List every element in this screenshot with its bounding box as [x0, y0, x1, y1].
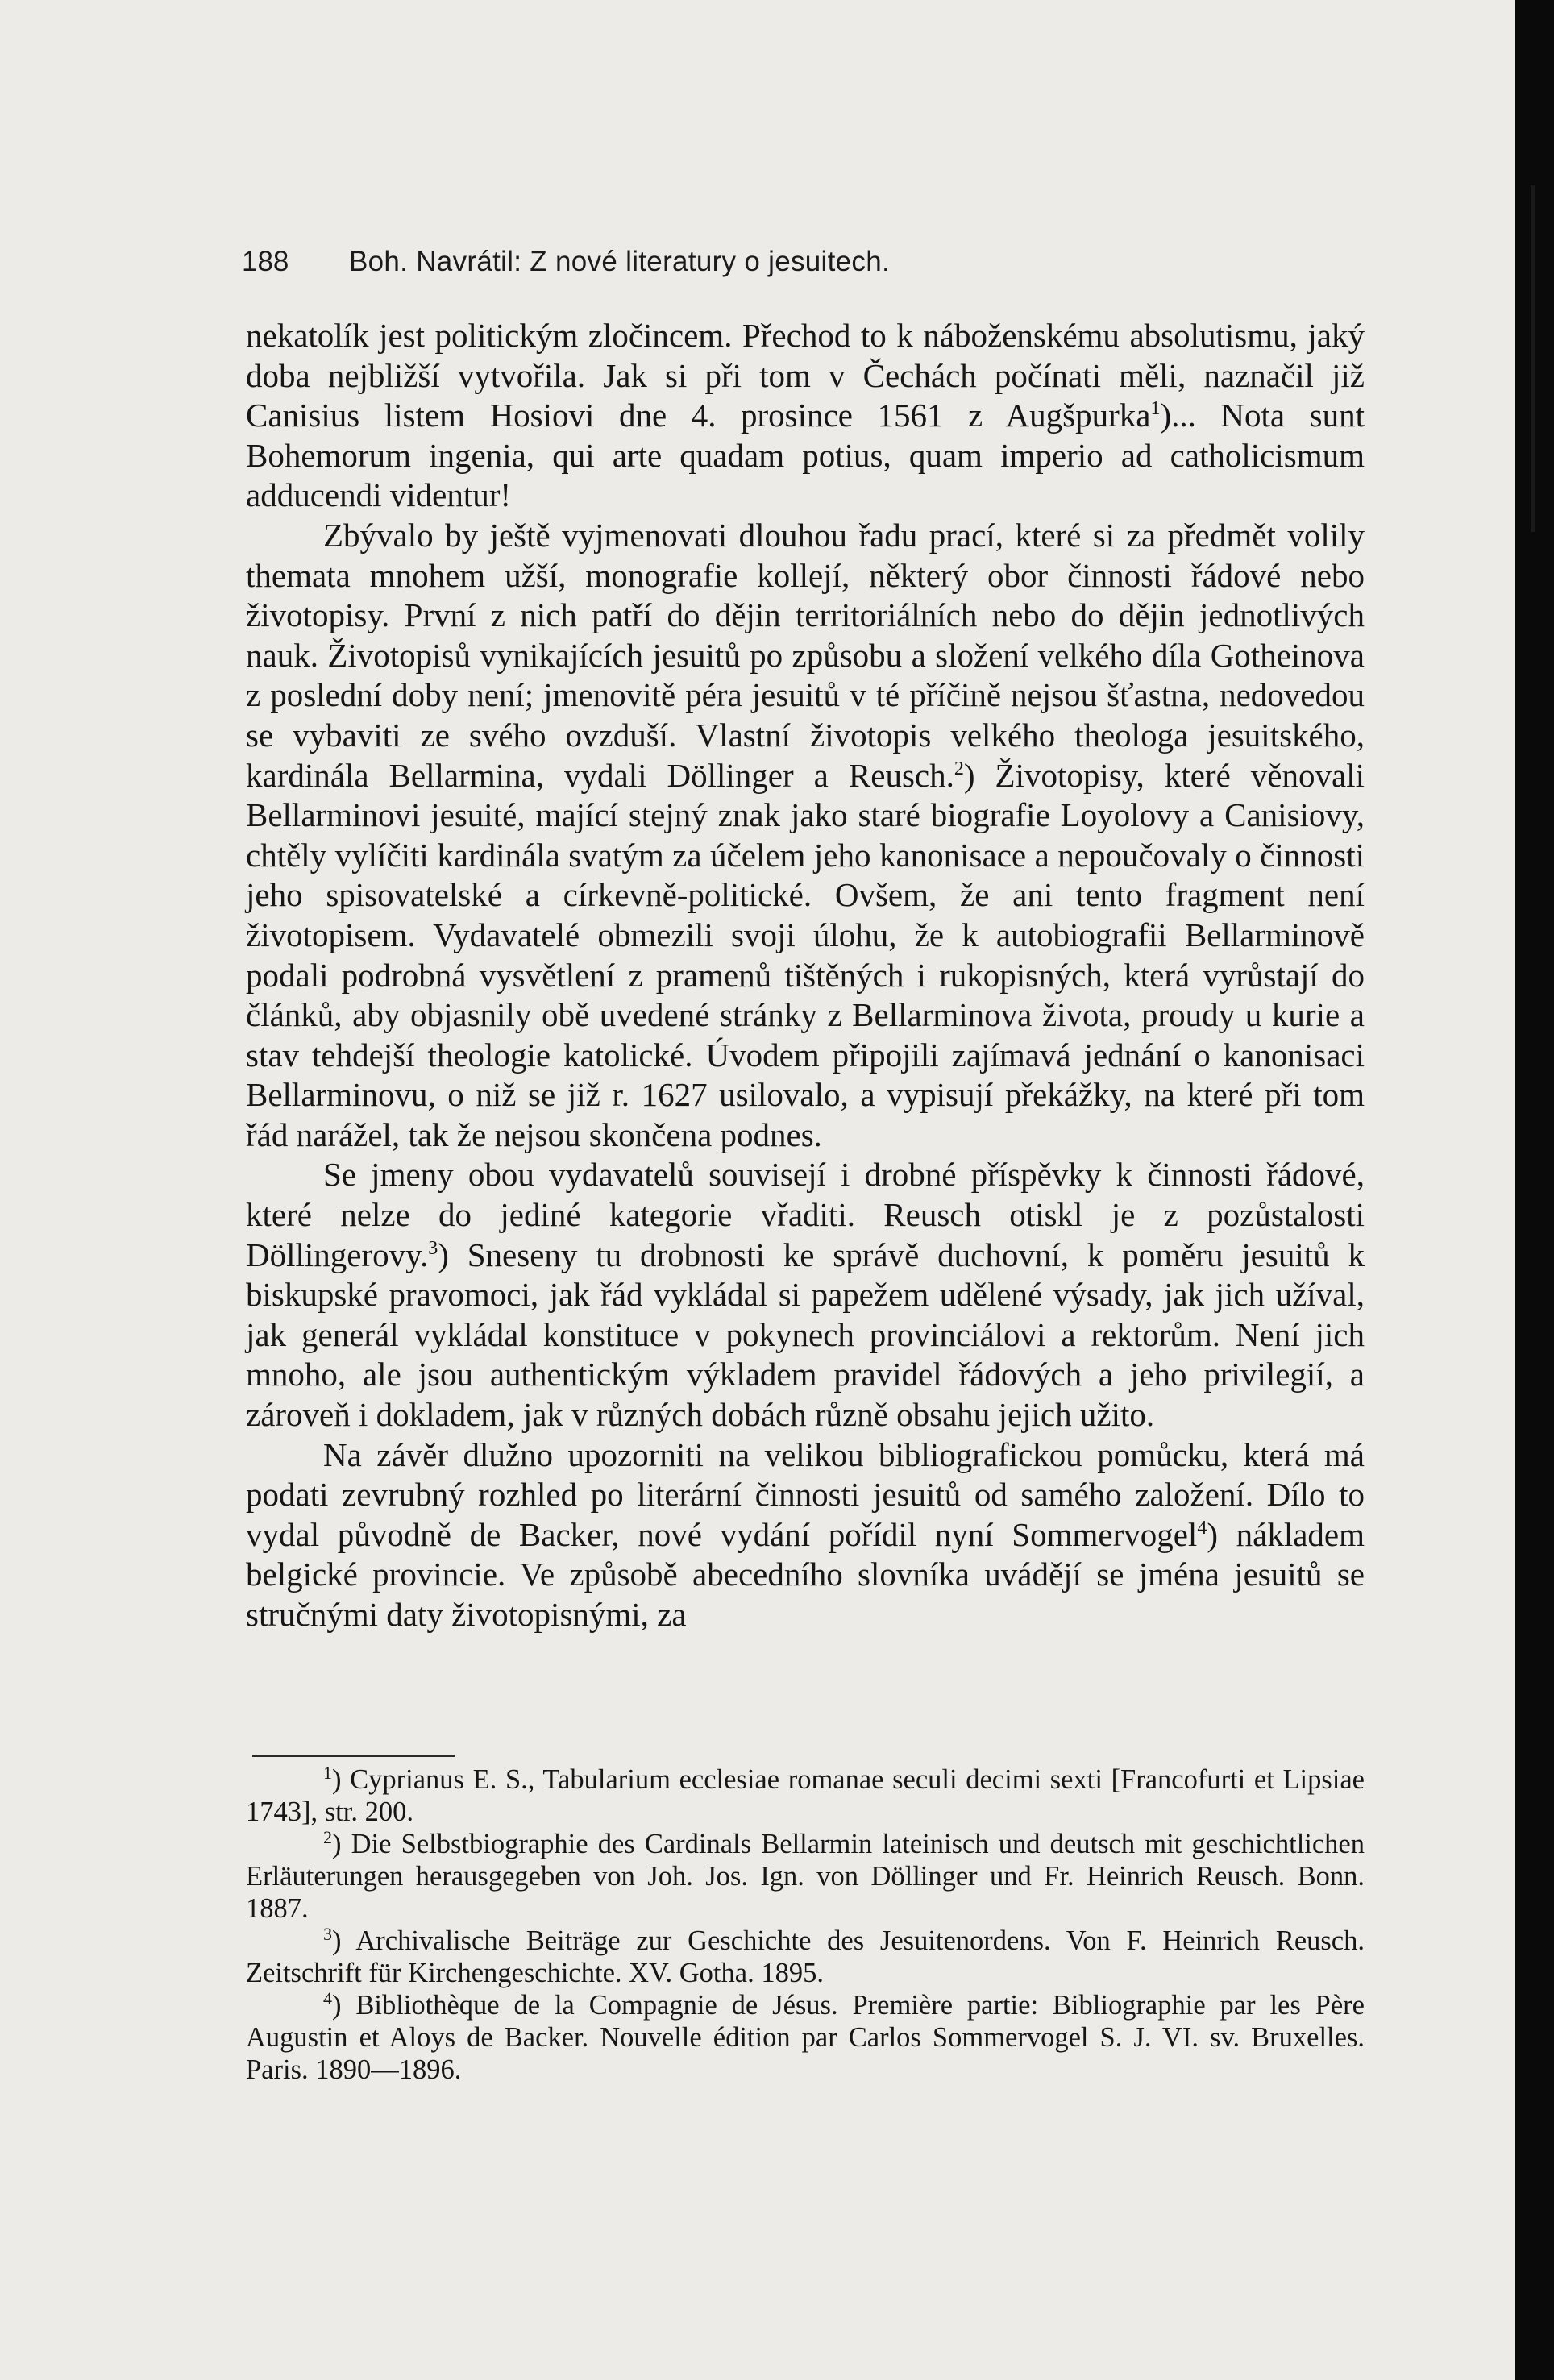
footnote-4-text: ) Bibliothèque de la Compagnie de Jésus. Première partie: Bibliographie par les Père Augustin et Aloys de Backer. Nouvelle édition par Carlos Sommervogel S. J. VI. sv. Bruxelles. Paris. 1890—1896. [246, 1990, 1365, 2085]
main-text [246, 316, 1365, 1635]
footnote-3 [246, 1925, 1365, 1989]
footnote-separator [252, 1755, 455, 1757]
paragraph-2-text-a: Zbývalo by ještě vyjmenovati dlouhou řadu prací, které si za předmět volily themata mnohem užší, monografie kollejí, některý obor činnosti řádové nebo životopisy. První z nich patří do dějin territoriálních nebo do dějin jednotlivých nauk. Životopisů vynikajících jesuitů po způsobu a složení velkého díla Gotheinova z poslední doby není; jmenovitě péra jesuitů v té příčině nejsou šťastna, nedovedou se vybaviti ze svého ovzduší. Vlastní životopis velkého theologa jesuitského, kardinála Bellarmina, vydali Döllinger a Reusch. [246, 516, 1365, 794]
paragraph-2 [246, 516, 1365, 1156]
paragraph-4-text-b: ) nákladem belgické provincie. Ve způsobě abecedního slovníka uvádějí se jména jesuitů se stručnými daty životopisnými, za [246, 1515, 1365, 1633]
footnote-1 [246, 1763, 1365, 1828]
footnote-ref-3: 3 [428, 1237, 438, 1259]
footnote-ref-4: 4 [1197, 1517, 1207, 1539]
page-number: 188 [242, 246, 289, 277]
paragraph-3-text-a: Se jmeny obou vydavatelů souvisejí i drobné příspěvky k činnosti řádové, které nelze do jediné kategorie vřaditi. Reusch otiskl je z pozůstalosti Döllingerovy. [246, 1156, 1365, 1273]
footnote-1-text: ) Cyprianus E. S., Tabularium ecclesiae romanae seculi decimi sexti [Francofurti et Lipsiae 1743], str. 200. [246, 1764, 1365, 1827]
paragraph-4 [246, 1435, 1365, 1635]
paragraph-3 [246, 1155, 1365, 1435]
footnote-4 [246, 1989, 1365, 2086]
footnote-3-text: ) Archivalische Beiträge zur Geschichte des Jesuitenordens. Von F. Heinrich Reusch. Zeitschrift für Kirchengeschichte. XV. Gotha. 1895. [246, 1925, 1365, 1988]
paragraph-3-text-b: ) Sneseny tu drobnosti ke správě duchovní, k poměru jesuitů k biskupské pravomoci, jak řád vykládal si papežem udělené výsady, jak jich užíval, jak generál vykládal konstituce v pokynech provinciálovi a rektorům. Není jich mnoho, ale jsou authentickým výkladem pravidel řádových a jeho privilegií, a zároveň i dokladem, jak v různých dobách různě obsahu jejich užito. [246, 1236, 1365, 1434]
footnote-4-mark: 4 [323, 1988, 332, 2008]
paragraph-1 [246, 316, 1365, 516]
paragraph-2-text-b: ) Životopisy, které věnovali Bellarminovi jesuité, mající stejný znak jako staré biografie Loyolovy a Canisiovy, chtěly vylíčiti kardinála svatým za účelem jeho kanonisace a nepoučovaly o činnosti jeho spisovatelské a církevně-politické. Ovšem, že ani tento fragment není životopisem. Vydavatelé obmezili svoji úlohu, že k autobiografii Bellarminově podali podrobná vysvětlení z pramenů tištěných i rukopisných, která vyrůstají do článků, aby objasnily obě uvedené stránky z Bellarminova života, proudy u kurie a stav tehdejší theologie katolické. Úvodem připojili zajímavá jednání o kanonisaci Bellarminovu, o niž se již r. 1627 usilovalo, a vypisují překážky, na které při tom řád narážel, tak že nejsou skončena podnes. [246, 756, 1365, 1153]
footnote-ref-1: 1 [1150, 398, 1161, 420]
paragraph-1-text-b: )... Nota sunt Bohemorum ingenia, qui arte quadam potius, quam imperio ad catholicismum adducendi videntur! [246, 397, 1365, 514]
paragraph-1-text-a: nekatolík jest politickým zločincem. Přechod to k náboženskému absolutismu, jaký doba nejbližší vytvořila. Jak si při tom v Čechách počínati měli, naznačil již Canisius listem Hosiovi dne 4. prosince 1561 z Augšpurka [246, 317, 1365, 434]
footnote-3-mark: 3 [323, 1924, 332, 1944]
footnotes [246, 1763, 1365, 2086]
running-title: Boh. Navrátil: Z nové literatury o jesuitech. [349, 246, 891, 277]
footnote-2-text: ) Die Selbstbiographie des Cardinals Bellarmin lateinisch und deutsch mit geschichtlichen Erläuterungen herausgegeben von Joh. Jos. Ign. von Döllinger und Fr. Heinrich Reusch. Bonn. 1887. [246, 1829, 1365, 1924]
footnote-1-mark: 1 [323, 1763, 332, 1783]
scan-edge-mark [1531, 185, 1535, 532]
footnote-2-mark: 2 [323, 1827, 332, 1847]
paragraph-4-text-a: Na závěr dlužno upozorniti na velikou bibliografickou pomůcku, která má podati zevrubný rozhled po literární činnosti jesuitů od samého založení. Dílo to vydal původně de Backer, nové vydání pořídil nyní Sommervogel [246, 1435, 1365, 1553]
footnote-2 [246, 1828, 1365, 1925]
scan-edge-shadow [1515, 0, 1554, 2380]
footnote-ref-2: 2 [954, 758, 964, 779]
